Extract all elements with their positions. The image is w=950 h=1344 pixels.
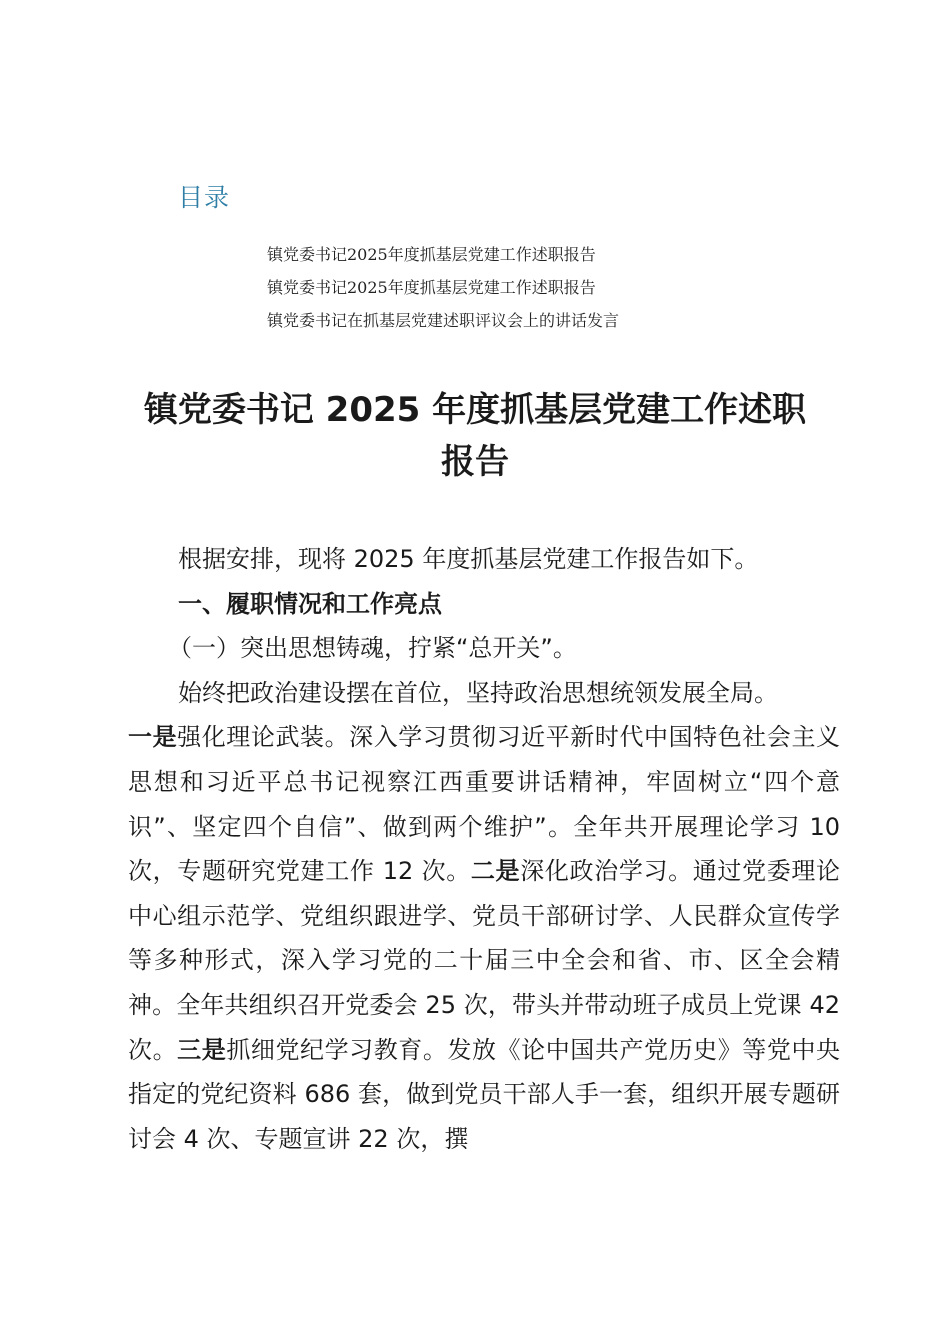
toc-item[interactable]: 镇党委书记2025年度抓基层党建工作述职报告: [267, 245, 596, 264]
body-text-3: 抓细党纪学习教育。发放《论中国共产党历史》等党中央指定的党纪资料 686 套，做到党员干部人手一套，组织开展专题研讨会 4 次、专题宣讲 22 次，撰: [128, 1035, 841, 1153]
document-body: [128, 537, 840, 1161]
body-paragraph: [128, 715, 840, 1161]
intro-paragraph: 根据安排，现将 2025 年度抓基层党建工作报告如下。: [178, 545, 759, 573]
lead-phrase-2: 二是: [470, 857, 521, 886]
document-title-line-1: 镇党委书记 2025 年度抓基层党建工作述职: [143, 390, 807, 430]
toc-item[interactable]: 镇党委书记在抓基层党建述职评议会上的讲话发言: [267, 311, 620, 330]
toc-list: [267, 238, 619, 337]
body-text-1: 强化理论武装。深入学习贯彻习近平新时代中国特色社会主义思想和习近平总书记视察江西重要讲话精神，牢固树立“四个意识”、坚定四个自信”、做到两个维护”。全年共开展理论学习 10 次，专题研究党建工作 12 次。: [128, 723, 841, 886]
toc-heading: 目录: [178, 183, 231, 212]
lead-phrase-1: 一是: [128, 723, 178, 752]
toc-item[interactable]: 镇党委书记2025年度抓基层党建工作述职报告: [267, 278, 596, 297]
section-heading: 一、履职情况和工作亮点: [178, 589, 442, 618]
document-title: [90, 384, 860, 488]
document-title-line-2: 报告: [441, 442, 509, 482]
subsection-heading: （一）突出思想铸魂，拧紧“总开关”。: [168, 634, 577, 663]
body-paragraph-intro: 始终把政治建设摆在首位，坚持政治思想统领发展全局。: [178, 678, 778, 707]
lead-phrase-3: 三是: [177, 1035, 227, 1064]
body-text-2: 深化政治学习。通过党委理论中心组示范学、党组织跟进学、党员干部研讨学、人民群众宣传学等多种形式，深入学习党的二十届三中全会和省、市、区全会精神。全年共组织召开党委会 25 次，带头并带动班子成员上党课 42 次。: [128, 857, 841, 1064]
